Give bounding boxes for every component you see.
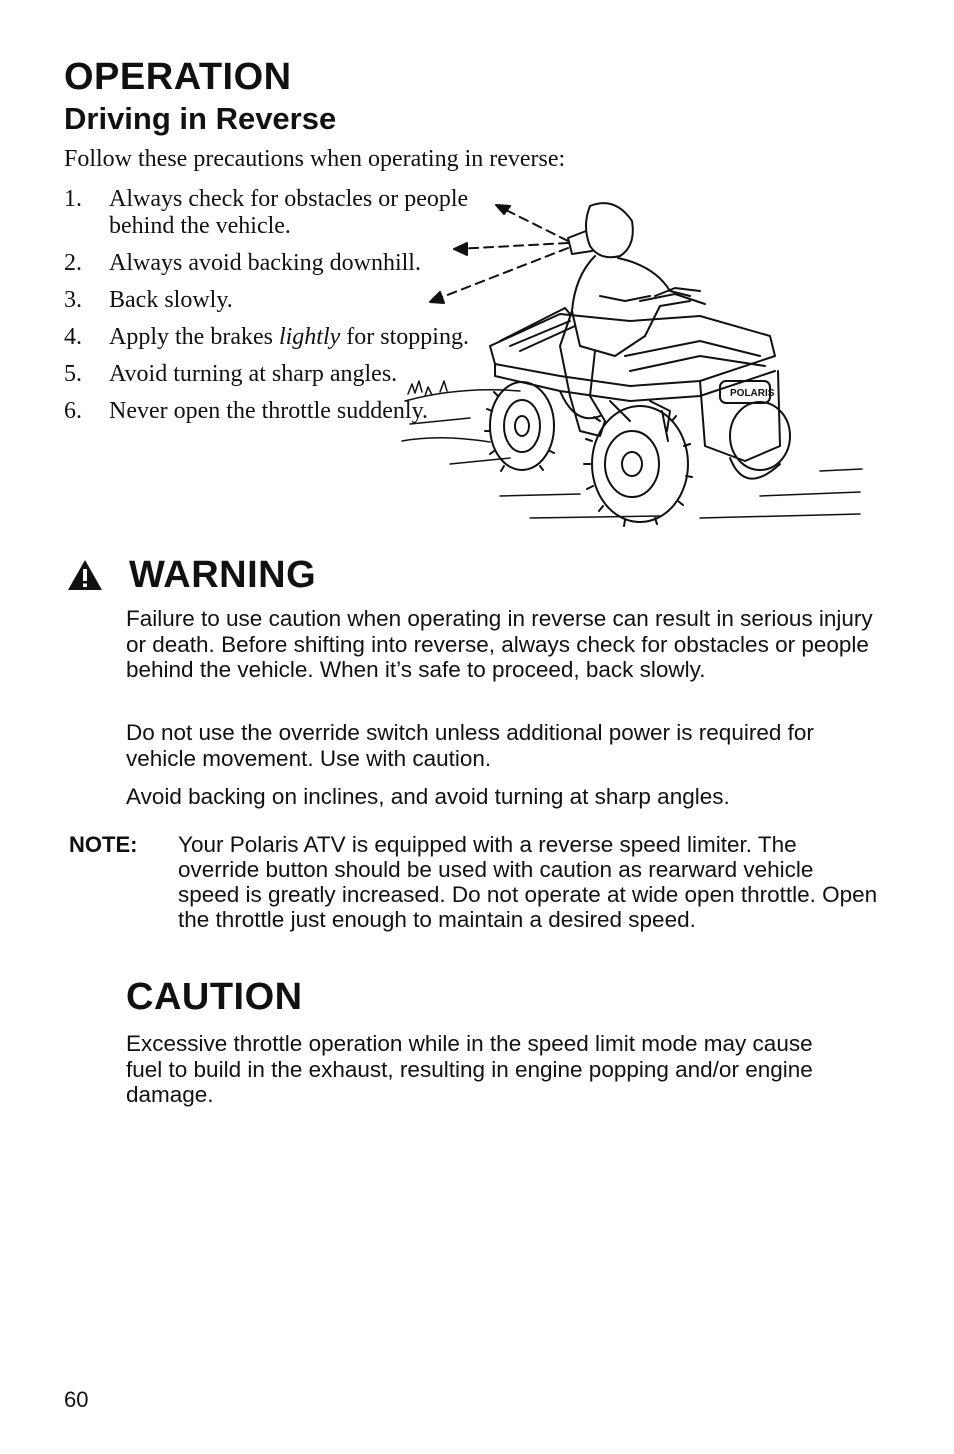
list-number: 2. (64, 250, 82, 276)
warning-paragraph: Do not use the override switch unless additional power is required for vehicle movement. Use with caution. (126, 720, 814, 771)
warning-title: WARNING (129, 553, 317, 596)
warning-paragraph: Failure to use caution when operating in reverse can result in serious injury or death. Before shifting into reverse, always check for obstacles or people behind the vehicle. When it’s safe to proceed, back slowly. (126, 606, 873, 682)
list-item-text: Back slowly. (109, 287, 233, 313)
atv-brand-text: POLARIS (730, 388, 775, 399)
list-number: 5. (64, 361, 82, 387)
atv-rider-illustration (400, 196, 865, 536)
far-front-wheel (730, 402, 790, 479)
list-number: 3. (64, 287, 82, 313)
section-title: OPERATION (64, 56, 292, 98)
list-number: 4. (64, 324, 82, 350)
note-text: Your Polaris ATV is equipped with a reverse speed limiter. The override button should be used with caution as rearward vehicle speed is greatly increased. Do not operate at wide open throttle. Open the throttle just enough to maintain a desired speed. (178, 832, 878, 932)
look-arrows (432, 206, 568, 301)
list-number: 6. (64, 398, 82, 424)
intro-text: Follow these precautions when operating in reverse: (64, 146, 566, 172)
list-item-text-pre: Apply the brakes (109, 324, 279, 350)
warning-header (64, 551, 316, 599)
page-number: 60 (64, 1387, 89, 1412)
list-item-text-post: for stopping. (340, 324, 469, 350)
list-item-text: Avoid turning at sharp angles. (109, 361, 398, 387)
note-label: NOTE: (69, 832, 138, 857)
list-item-text: Always check for obstacles or people behind the vehicle. (109, 186, 469, 239)
front-wheel (584, 406, 692, 526)
list-item-emphasis: lightly (278, 324, 341, 350)
subsection-title: Driving in Reverse (64, 101, 337, 136)
list-item-text: Never open the throttle suddenly. (109, 398, 429, 424)
caution-title: CAUTION (126, 976, 303, 1018)
warning-triangle-icon (66, 558, 104, 592)
arrow-heads (430, 205, 510, 303)
list-number: 1. (64, 186, 82, 212)
list-item-text: Always avoid backing downhill. (109, 250, 421, 276)
warning-paragraph: Avoid backing on inclines, and avoid turning at sharp angles. (126, 784, 730, 809)
rear-wheel (485, 382, 554, 471)
atv-body (490, 308, 780, 461)
caution-text: Excessive throttle operation while in the speed limit mode may cause fuel to build in the exhaust, resulting in engine popping and/or engine damage. (126, 1031, 813, 1107)
